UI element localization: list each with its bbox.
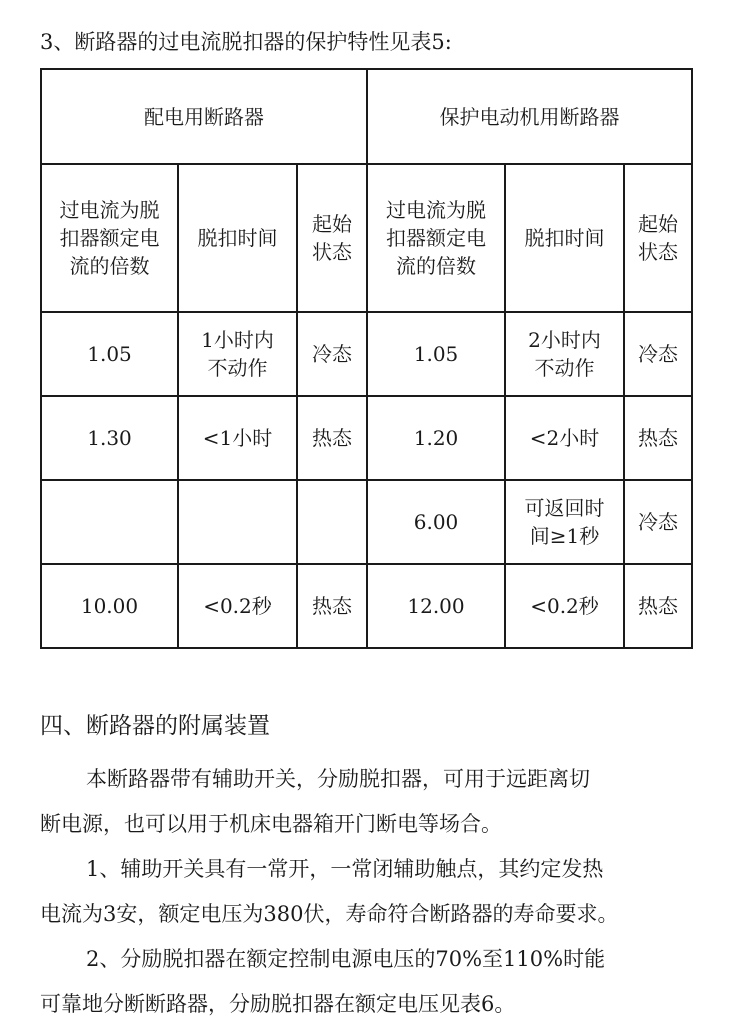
col-header-multiple: 过电流为脱 扣器额定电 流的倍数 — [367, 164, 505, 312]
table-cell: 6.00 — [367, 480, 505, 564]
protection-characteristics-table — [40, 68, 693, 649]
table-cell: 1小时内 不动作 — [178, 312, 297, 396]
table-row — [41, 396, 692, 480]
group-header-row — [41, 69, 692, 164]
section-heading: 四、断路器的附属装置 — [40, 713, 270, 739]
paragraph-line: 本断路器带有辅助开关，分励脱扣器，可用于远距离切 — [86, 767, 590, 791]
paragraph-line: 2、分励脱扣器在额定控制电源电压的70%至110%时能 — [86, 947, 606, 971]
table-cell: 1.05 — [367, 312, 505, 396]
paragraph-line: 断电源，也可以用于机床电器箱开门断电等场合。 — [40, 812, 502, 836]
col-header-trip-time: 脱扣时间 — [505, 164, 624, 312]
table-cell — [41, 480, 178, 564]
table-cell: 冷态 — [297, 312, 367, 396]
group-header-motor-protection: 保护电动机用断路器 — [367, 69, 692, 164]
table-cell: 热态 — [624, 564, 692, 648]
table-cell — [178, 480, 297, 564]
table-cell — [297, 480, 367, 564]
paragraph-line: 可靠地分断断路器，分励脱扣器在额定电压见表6。 — [40, 992, 516, 1016]
table-cell: 热态 — [624, 396, 692, 480]
col-header-trip-time: 脱扣时间 — [178, 164, 297, 312]
table-cell: 2小时内 不动作 — [505, 312, 624, 396]
table-row — [41, 312, 692, 396]
table-cell: 1.05 — [41, 312, 178, 396]
table-cell: 热态 — [297, 564, 367, 648]
column-header-row — [41, 164, 692, 312]
group-header-distribution: 配电用断路器 — [41, 69, 367, 164]
table-cell: 冷态 — [624, 480, 692, 564]
col-header-multiple: 过电流为脱 扣器额定电 流的倍数 — [41, 164, 178, 312]
col-header-initial-state: 起始 状态 — [297, 164, 367, 312]
table-cell: <0.2秒 — [505, 564, 624, 648]
table-row — [41, 480, 692, 564]
table-cell: 12.00 — [367, 564, 505, 648]
table-cell: <1小时 — [178, 396, 297, 480]
table-cell: <0.2秒 — [178, 564, 297, 648]
table-cell: 1.30 — [41, 396, 178, 480]
table-cell: 1.20 — [367, 396, 505, 480]
table-cell: 可返回时 间≥1秒 — [505, 480, 624, 564]
paragraph-line: 1、辅助开关具有一常开，一常闭辅助触点，其约定发热 — [86, 857, 604, 881]
intro-text: 3、断路器的过电流脱扣器的保护特性见表5: — [40, 30, 452, 54]
paragraph-line: 电流为3安，额定电压为380伏，寿命符合断路器的寿命要求。 — [40, 902, 619, 926]
table-cell: 热态 — [297, 396, 367, 480]
col-header-initial-state: 起始 状态 — [624, 164, 692, 312]
table-cell: 冷态 — [624, 312, 692, 396]
table-row — [41, 564, 692, 648]
table-cell: <2小时 — [505, 396, 624, 480]
table-cell: 10.00 — [41, 564, 178, 648]
